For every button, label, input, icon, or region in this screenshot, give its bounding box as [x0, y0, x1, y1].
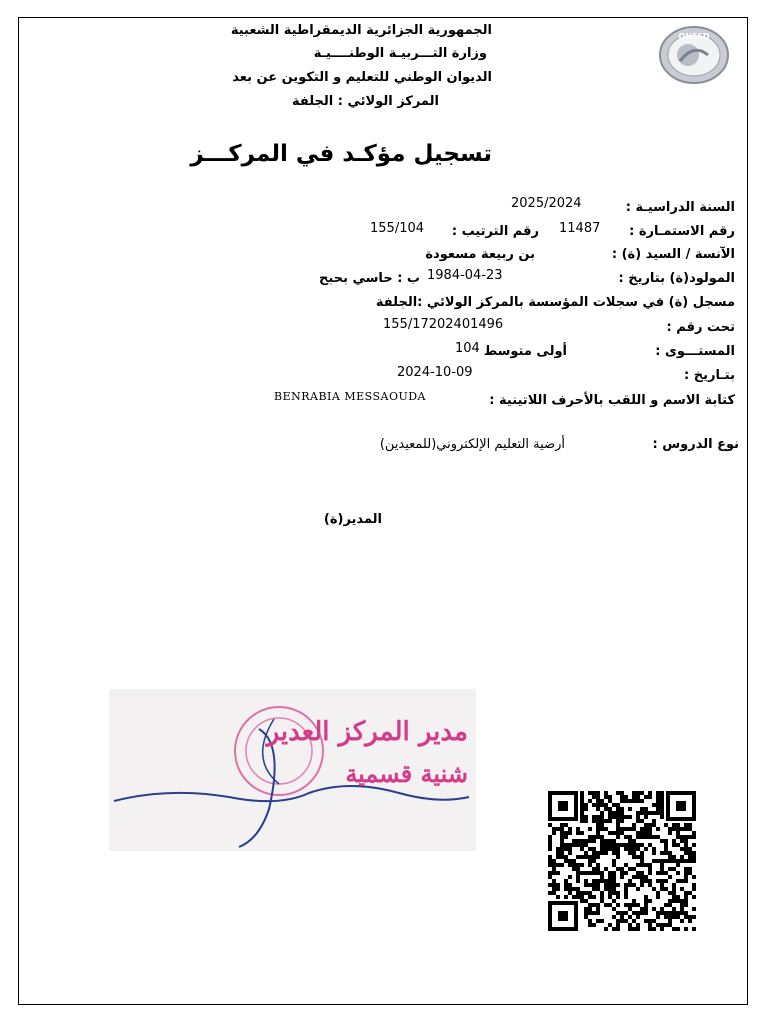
under-number-label: تحت رقم :	[666, 320, 735, 335]
onefd-logo	[658, 25, 730, 85]
under-number-value: 155/17202401496	[383, 317, 504, 332]
form-number-label: رقم الاستمـارة :	[629, 224, 735, 239]
stamp-signature-image	[109, 689, 476, 851]
rank-value: 155/104	[370, 221, 425, 236]
name-label: الآنسة / السيد (ة) :	[611, 247, 735, 262]
registered-label: مسجل (ة) في سجلات المؤسسة بالمركز الولائي :الجلفة	[375, 295, 735, 310]
latin-name-value: BENRABIA MESSAOUDA	[274, 390, 426, 403]
header-line-ministry: وزارة التـــربيـة الوطنــــيـة	[313, 46, 487, 61]
form-number-value: 11487	[559, 221, 601, 236]
date-value: 2024-10-09	[397, 365, 473, 380]
level-label: المستـــوى :	[655, 344, 735, 359]
stamp-line-name: شنية قسمية	[345, 759, 468, 788]
date-label: بتـاريخ :	[684, 368, 735, 383]
latin-name-label: كتابة الاسم و اللقب بالأحرف اللاتينية :	[489, 393, 735, 408]
director-label: المدير(ة)	[323, 512, 382, 527]
svg-text:ONEFD: ONEFD	[678, 32, 710, 41]
name-value: بن ربيعة مسعودة	[425, 247, 535, 262]
qr-code	[548, 791, 696, 931]
school-year-label: السنة الدراسيـة :	[625, 200, 735, 215]
course-type-label: نوع الدروس :	[652, 437, 739, 452]
rank-label: رقم الترتيب :	[451, 224, 539, 239]
header-line-republic: الجمهورية الجزائرية الديمقراطية الشعبية	[230, 23, 492, 38]
birth-place-value: ب : حاسي بحبح	[319, 271, 420, 286]
school-year-value: 2025/2024	[511, 196, 582, 211]
header-line-office: الديوان الوطني للتعليم و التكوين عن بعد	[232, 70, 492, 85]
header-line-center: المركز الولائي : الجلفة	[291, 94, 439, 109]
course-type-value: أرضية التعليم الإلكتروني(للمعيدين)	[379, 437, 565, 452]
birth-label: المولود(ة) بتاريخ :	[618, 271, 735, 286]
level-value: أولى متوسط	[483, 344, 567, 359]
level-code-value: 104	[455, 341, 480, 356]
birth-date-value: 1984-04-23	[427, 268, 503, 283]
stamp-line-director: مدير المركز العدير	[266, 717, 468, 747]
page-title: تسجيل مؤكـد في المركـــز	[190, 141, 492, 167]
